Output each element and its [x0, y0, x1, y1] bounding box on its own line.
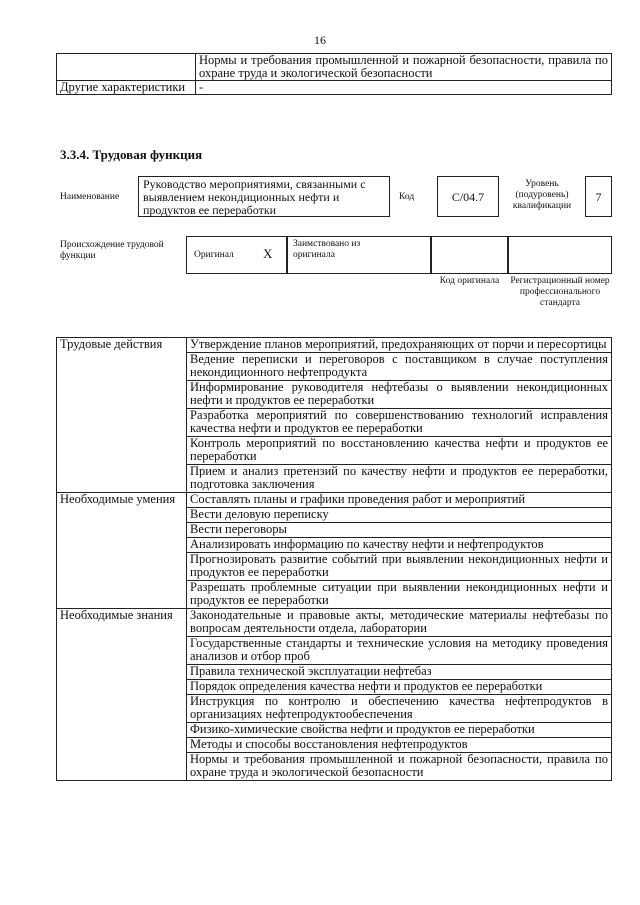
name-value: Руководство мероприятиями, связанными с выявлением некондиционных нефти и продуктов ее переработки	[138, 176, 390, 217]
other-characteristics-value: -	[196, 81, 612, 95]
qualification-level-value: 7	[585, 176, 612, 217]
required-skills-label: Необходимые умения	[57, 493, 187, 609]
list-item: Правила технической эксплуатации нефтебаз	[187, 665, 612, 680]
registration-number-caption: Регистрационный номер профессионального стандарта	[510, 276, 610, 308]
function-details-table	[56, 337, 612, 781]
qualification-level-label: Уровень (подуровень) квалификации	[512, 179, 572, 211]
original-label: Оригинал	[194, 250, 234, 260]
list-item: Вести переговоры	[187, 523, 612, 538]
function-details-body	[57, 338, 612, 781]
other-characteristics-label: Другие характеристики	[57, 81, 196, 95]
list-item: Вести деловую переписку	[187, 508, 612, 523]
table-row	[57, 609, 612, 637]
page-number: 16	[314, 33, 326, 47]
list-item: Разрешать проблемные ситуации при выявлении некондиционных нефти и продуктов ее переработки	[187, 581, 612, 609]
original-code-box	[431, 236, 508, 274]
list-item: Законодательные и правовые акты, методические материалы нефтебазы по вопросам деятельности отдела, лаборатории	[187, 609, 612, 637]
table-row	[57, 54, 612, 81]
name-label: Наименование	[60, 192, 120, 202]
list-item: Утверждение планов мероприятий, предохраняющих от порчи и пересортицы	[187, 338, 612, 353]
list-item: Физико-химические свойства нефти и продуктов ее переработки	[187, 723, 612, 738]
original-code-caption: Код оригинала	[439, 276, 500, 286]
list-item: Нормы и требования промышленной и пожарной безопасности, правила по охране труда и экологической безопасности	[187, 753, 612, 781]
list-item: Прогнозировать развитие событий при выявлении некондиционных нефти и продуктов ее переработки	[187, 553, 612, 581]
list-item: Государственные стандарты и технические условия на методику проведения анализов и отбор проб	[187, 637, 612, 665]
code-value: C/04.7	[437, 176, 499, 217]
table-row	[57, 338, 612, 353]
original-mark: X	[263, 246, 273, 261]
table-row	[57, 493, 612, 508]
list-item: Контроль мероприятий по восстановлению качества нефти и продуктов ее переработки	[187, 437, 612, 465]
list-item: Инструкция по контролю и обеспечению качества нефтепродуктов в организациях нефтепродуктообеспечения	[187, 695, 612, 723]
list-item: Методы и способы восстановления нефтепродуктов	[187, 738, 612, 753]
empty-cell	[57, 54, 196, 81]
list-item: Прием и анализ претензий по качеству нефти и продуктов ее переработки, подготовка заключения	[187, 465, 612, 493]
section-title: 3.3.4. Трудовая функция	[60, 147, 203, 162]
required-knowledge-label: Необходимые знания	[57, 609, 187, 781]
list-item: Порядок определения качества нефти и продуктов ее переработки	[187, 680, 612, 695]
labor-actions-label: Трудовые действия	[57, 338, 187, 493]
table-row	[57, 81, 612, 95]
continued-table	[56, 53, 612, 95]
origin-label: Происхождение трудовой функции	[60, 240, 164, 261]
code-label: Код	[399, 192, 415, 202]
registration-number-box	[508, 236, 612, 274]
continued-text: Нормы и требования промышленной и пожарной безопасности, правила по охране труда и экологической безопасности	[196, 54, 612, 81]
list-item: Информирование руководителя нефтебазы о выявлении некондиционных нефти и продуктов ее переработки	[187, 381, 612, 409]
list-item: Ведение переписки и переговоров с поставщиком в случае поступления некондиционного нефтепродукта	[187, 353, 612, 381]
borrowed-label: Заимствовано из оригинала	[293, 239, 361, 260]
list-item: Анализировать информацию по качеству нефти и нефтепродуктов	[187, 538, 612, 553]
list-item: Составлять планы и графики проведения работ и мероприятий	[187, 493, 612, 508]
list-item: Разработка мероприятий по совершенствованию технологий исправления качества нефти и продуктов ее переработки	[187, 409, 612, 437]
